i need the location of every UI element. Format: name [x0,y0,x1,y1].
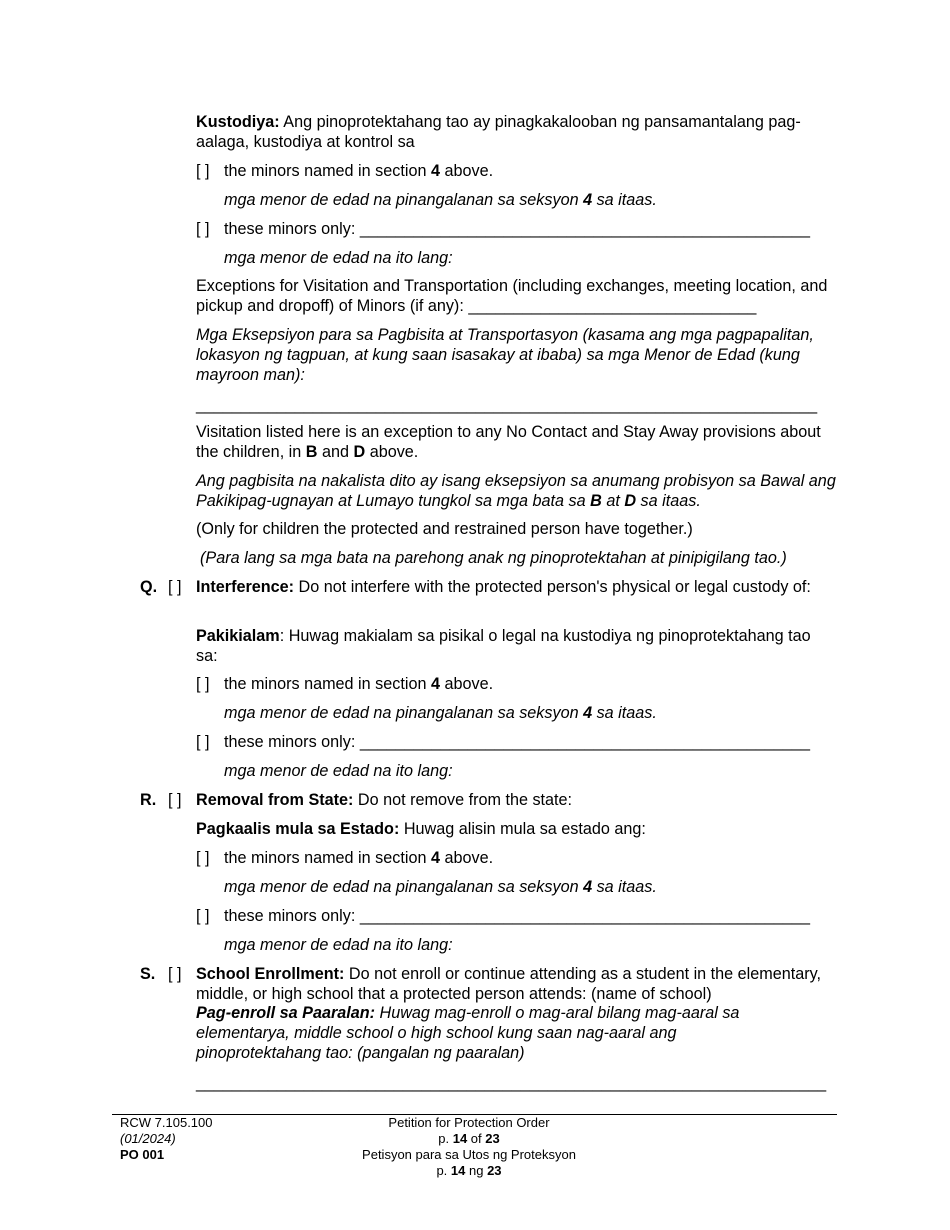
footer-center [330,1115,608,1179]
section-q-translation: Pakikialam: Huwag makialam sa pisikal o legal na kustodiya ng pinoprotektahang tao sa: [196,627,811,665]
section-r-letter: R. [140,791,157,809]
q-opt1-checkbox[interactable]: [ ] [196,675,210,693]
footer-form-number: PO 001 [120,1147,165,1162]
section-q-checkbox[interactable]: [ ] [168,578,182,596]
r-opt1-checkbox[interactable]: [ ] [196,849,210,867]
custody-opt2-label: these minors only: __________________________________________________ [224,220,810,238]
q-opt1-translation: mga menor de edad na pinangalanan sa seksyon 4 sa itaas. [224,704,657,722]
r-opt2-input-line[interactable]: __________________________________________________ [359,907,810,925]
q-opt2-label: these minors only: __________________________________________________ [224,733,810,751]
footer-title: Petition for Protection Order [388,1115,550,1130]
footer-date: (01/2024) [120,1131,176,1146]
section-r-checkbox[interactable]: [ ] [168,791,182,809]
footer-page-translation: p. 14 ng 23 [436,1163,502,1178]
r-opt2-label: these minors only: __________________________________________________ [224,907,810,925]
custody-exceptions-translation: Mga Eksepsiyon para sa Pagbisita at Transportasyon (kasama ang mga pagpapalitan, lokasyon ng tagpuan, at kung saan isasakay at ibaba) sa mga Menor de Edad (kung mayroon man): [196,326,814,384]
footer-page: p. 14 of 23 [438,1131,500,1146]
r-opt1-translation: mga menor de edad na pinangalanan sa seksyon 4 sa itaas. [224,878,657,896]
custody-opt2-input-line[interactable]: __________________________________________________ [359,220,810,238]
custody-exceptions-input-line[interactable]: ________________________________ [468,297,757,315]
visitation-note: Visitation listed here is an exception to any No Contact and Stay Away provisions about the children, in B and D above. [196,423,821,461]
r-opt2-checkbox[interactable]: [ ] [196,907,210,925]
q-opt2-input-line[interactable]: __________________________________________________ [359,733,810,751]
q-opt2-checkbox[interactable]: [ ] [196,733,210,751]
section-s-checkbox[interactable]: [ ] [168,965,182,983]
only-children-note: (Only for children the protected and restrained person have together.) [196,520,693,538]
r-opt2-translation: mga menor de edad na ito lang: [224,936,453,954]
visitation-note-translation: Ang pagbisita na nakalista dito ay isang eksepsiyon sa anumang probisyon sa Bawal ang Pakikipag-ugnayan at Lumayo tungkol sa mga bata sa B at D sa itaas. [196,472,836,510]
q-opt2-translation: mga menor de edad na ito lang: [224,762,453,780]
custody-opt2-translation: mga menor de edad na ito lang: [224,249,453,267]
custody-heading: Kustodiya: [196,113,280,131]
section-s-translation: Pag-enroll sa Paaralan: Huwag mag-enroll o mag-aral bilang mag-aaral sa elementarya, middle school o high school kung saan nag-aaral ang pinoprotektahang tao: (pangalan ng paaralan) [196,1004,740,1062]
custody-exceptions: Exceptions for Visitation and Transportation (including exchanges, meeting location, and pickup and dropoff) of Minors (if any): ________________________________ [196,277,828,315]
section-s-letter: S. [140,965,156,983]
q-opt1-label: the minors named in section 4 above. [224,675,494,693]
custody-opt1-translation: mga menor de edad na pinangalanan sa seksyon 4 sa itaas. [224,191,657,209]
custody-exceptions-full-line[interactable]: _____________________________________________________________________ [196,396,818,414]
section-r-text: Removal from State: Do not remove from the state: [196,791,573,809]
only-children-translation: (Para lang sa mga bata na parehong anak ng pinoprotektahan at pinipigilang tao.) [200,549,787,567]
section-q-text: Interference: Do not interfere with the protected person's physical or legal custody of: [196,578,811,596]
section-q-letter: Q. [140,578,158,596]
section-s-text: School Enrollment: Do not enroll or continue attending as a student in the elementary, middle, or high school that a protected person attends: (name of school) [196,965,822,1003]
custody-opt2-checkbox[interactable]: [ ] [196,220,210,238]
custody-paragraph [196,112,836,152]
footer-rcw: RCW 7.105.100 [120,1115,213,1130]
footer-title-translation: Petisyon para sa Utos ng Proteksyon [362,1147,576,1162]
r-opt1-label: the minors named in section 4 above. [224,849,494,867]
custody-opt1-label: the minors named in section 4 above. [224,162,494,180]
custody-opt1-checkbox[interactable]: [ ] [196,162,210,180]
custody-text: Ang pinoprotektahang tao ay pinagkakalooban ng pansamantalang pag-aalaga, kustodiya at kontrol sa [196,113,801,151]
section-s-school-input-line[interactable]: ______________________________________________________________________ [196,1074,827,1092]
section-r-translation: Pagkaalis mula sa Estado: Huwag alisin mula sa estado ang: [196,820,646,838]
